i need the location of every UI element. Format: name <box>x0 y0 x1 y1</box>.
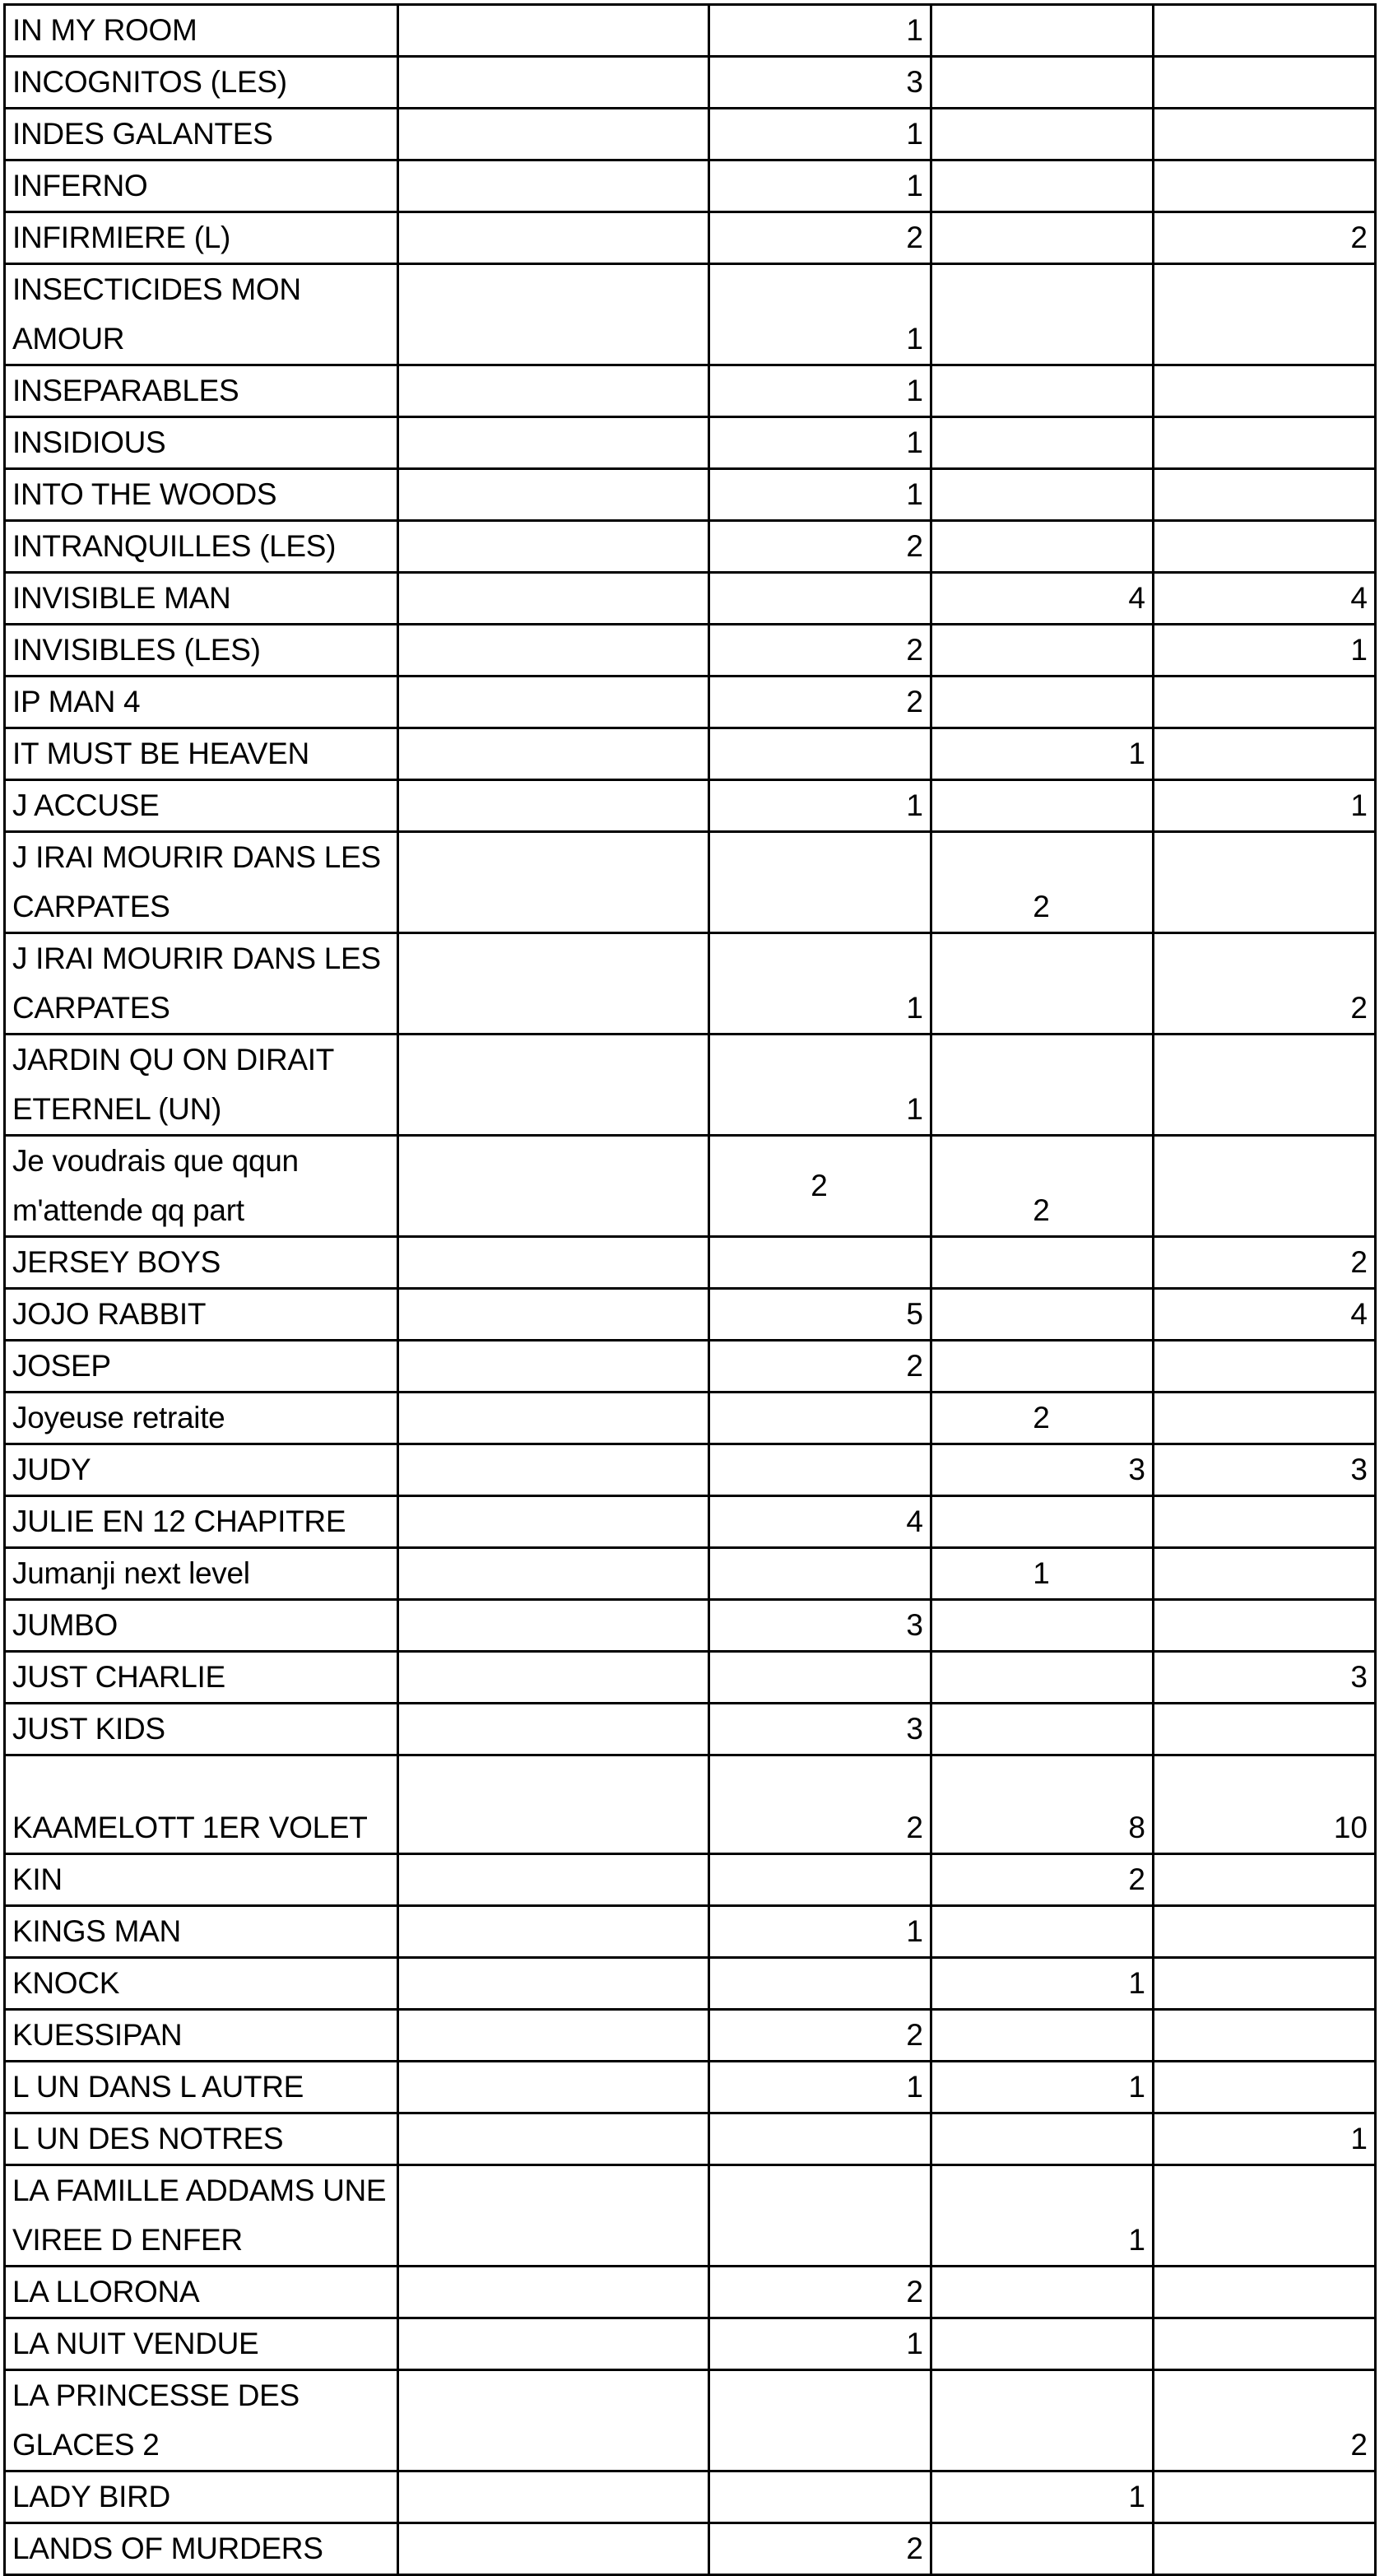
count-cell-3[interactable] <box>931 1237 1154 1289</box>
film-title-cell[interactable]: JUDY <box>5 1444 398 1496</box>
count-cell-4[interactable]: 2 <box>1154 933 1376 1035</box>
table-row <box>5 365 1376 417</box>
count-cell-4[interactable]: 4 <box>1154 1289 1376 1341</box>
count-cell-1[interactable] <box>398 1136 709 1237</box>
count-cell-1[interactable] <box>398 1341 709 1393</box>
table-row <box>5 1854 1376 1906</box>
count-cell-2[interactable] <box>709 2471 931 2523</box>
film-title-cell[interactable]: J ACCUSE <box>5 780 398 832</box>
count-cell-2[interactable]: 2 <box>709 2010 931 2062</box>
count-cell-2[interactable]: 1 <box>709 5 931 57</box>
film-title-cell[interactable]: JOSEP <box>5 1341 398 1393</box>
table-row <box>5 2523 1376 2575</box>
count-cell-3[interactable] <box>931 264 1154 365</box>
film-title-cell[interactable]: INSECTICIDES MON AMOUR <box>5 264 398 365</box>
count-cell-3[interactable] <box>931 5 1154 57</box>
count-cell-4[interactable] <box>1154 2267 1376 2318</box>
count-cell-1[interactable] <box>398 1035 709 1136</box>
count-cell-2[interactable]: 1 <box>709 160 931 212</box>
count-cell-4[interactable]: 1 <box>1154 625 1376 677</box>
count-cell-4[interactable] <box>1154 1136 1376 1237</box>
count-cell-1[interactable] <box>398 1496 709 1548</box>
count-cell-3[interactable] <box>931 625 1154 677</box>
table-row <box>5 2267 1376 2318</box>
film-title-cell[interactable]: JUMBO <box>5 1600 398 1652</box>
count-cell-4[interactable]: 2 <box>1154 212 1376 264</box>
count-cell-3[interactable]: 1 <box>931 1958 1154 2010</box>
count-cell-1[interactable] <box>398 5 709 57</box>
count-cell-3[interactable]: 3 <box>931 1444 1154 1496</box>
count-cell-3[interactable]: 2 <box>931 1136 1154 1237</box>
count-cell-4[interactable]: 3 <box>1154 1444 1376 1496</box>
count-cell-3[interactable] <box>931 1704 1154 1755</box>
table-row <box>5 264 1376 365</box>
count-cell-2[interactable]: 2 <box>709 212 931 264</box>
count-cell-2[interactable] <box>709 573 931 625</box>
count-cell-4[interactable] <box>1154 728 1376 780</box>
count-cell-3[interactable] <box>931 57 1154 109</box>
count-cell-3[interactable]: 2 <box>931 832 1154 933</box>
table-row <box>5 1289 1376 1341</box>
table-row <box>5 1704 1376 1755</box>
count-cell-1[interactable] <box>398 109 709 160</box>
count-cell-2[interactable] <box>709 2113 931 2165</box>
count-cell-3[interactable] <box>931 2370 1154 2471</box>
count-cell-3[interactable]: 1 <box>931 1548 1154 1600</box>
count-cell-2[interactable]: 1 <box>709 933 931 1035</box>
count-cell-4[interactable] <box>1154 1035 1376 1136</box>
count-cell-2[interactable]: 2 <box>709 677 931 728</box>
count-cell-2[interactable] <box>709 1444 931 1496</box>
count-cell-2[interactable] <box>709 1854 931 1906</box>
count-cell-4[interactable] <box>1154 1854 1376 1906</box>
count-cell-3[interactable] <box>931 109 1154 160</box>
count-cell-1[interactable] <box>398 2370 709 2471</box>
count-cell-3[interactable] <box>931 417 1154 469</box>
count-cell-4[interactable] <box>1154 160 1376 212</box>
table-row <box>5 1393 1376 1444</box>
count-cell-4[interactable] <box>1154 2318 1376 2370</box>
film-title-cell[interactable]: INFIRMIERE (L) <box>5 212 398 264</box>
table-row <box>5 1496 1376 1548</box>
count-cell-3[interactable] <box>931 1906 1154 1958</box>
count-cell-1[interactable] <box>398 2010 709 2062</box>
table-row <box>5 573 1376 625</box>
count-cell-2[interactable]: 2 <box>709 625 931 677</box>
film-title-cell[interactable]: KINGS MAN <box>5 1906 398 1958</box>
count-cell-2[interactable] <box>709 1652 931 1704</box>
table-row <box>5 109 1376 160</box>
table-row <box>5 160 1376 212</box>
film-title-cell[interactable]: IP MAN 4 <box>5 677 398 728</box>
count-cell-4[interactable]: 2 <box>1154 2370 1376 2471</box>
table-row <box>5 780 1376 832</box>
film-title-cell[interactable]: KAAMELOTT 1ER VOLET <box>5 1755 398 1854</box>
count-cell-3[interactable] <box>931 1289 1154 1341</box>
count-cell-4[interactable]: 1 <box>1154 780 1376 832</box>
table-row <box>5 1652 1376 1704</box>
count-cell-1[interactable] <box>398 2523 709 2575</box>
count-cell-1[interactable] <box>398 933 709 1035</box>
count-cell-4[interactable]: 2 <box>1154 1237 1376 1289</box>
count-cell-2[interactable] <box>709 1958 931 2010</box>
count-cell-2[interactable]: 1 <box>709 469 931 521</box>
count-cell-3[interactable]: 4 <box>931 573 1154 625</box>
count-cell-2[interactable]: 1 <box>709 2318 931 2370</box>
table-row <box>5 728 1376 780</box>
table-row <box>5 1444 1376 1496</box>
count-cell-1[interactable] <box>398 212 709 264</box>
count-cell-2[interactable]: 1 <box>709 417 931 469</box>
count-cell-3[interactable] <box>931 677 1154 728</box>
table-row <box>5 417 1376 469</box>
count-cell-2[interactable]: 2 <box>709 521 931 573</box>
film-title-cell[interactable]: INDES GALANTES <box>5 109 398 160</box>
count-cell-3[interactable] <box>931 469 1154 521</box>
count-cell-2[interactable] <box>709 728 931 780</box>
table-row <box>5 832 1376 933</box>
film-title-cell[interactable]: JULIE EN 12 CHAPITRE <box>5 1496 398 1548</box>
count-cell-1[interactable] <box>398 625 709 677</box>
count-cell-1[interactable] <box>398 365 709 417</box>
table-row <box>5 1906 1376 1958</box>
film-title-cell[interactable]: KNOCK <box>5 1958 398 2010</box>
film-title-cell[interactable]: INCOGNITOS (LES) <box>5 57 398 109</box>
count-cell-4[interactable] <box>1154 365 1376 417</box>
table-row <box>5 2010 1376 2062</box>
film-title-cell[interactable]: LA FAMILLE ADDAMS UNE VIREE D ENFER <box>5 2165 398 2267</box>
count-cell-2[interactable]: 5 <box>709 1289 931 1341</box>
film-title-cell[interactable]: L UN DES NOTRES <box>5 2113 398 2165</box>
count-cell-3[interactable]: 1 <box>931 2471 1154 2523</box>
count-cell-2[interactable]: 1 <box>709 2062 931 2113</box>
count-cell-1[interactable] <box>398 1289 709 1341</box>
table-row <box>5 1237 1376 1289</box>
count-cell-3[interactable]: 1 <box>931 728 1154 780</box>
count-cell-4[interactable] <box>1154 1906 1376 1958</box>
count-cell-3[interactable] <box>931 1652 1154 1704</box>
count-cell-2[interactable]: 3 <box>709 1600 931 1652</box>
count-cell-1[interactable] <box>398 1548 709 1600</box>
count-cell-2[interactable]: 1 <box>709 264 931 365</box>
count-cell-4[interactable] <box>1154 1496 1376 1548</box>
count-cell-4[interactable] <box>1154 677 1376 728</box>
table-row <box>5 521 1376 573</box>
count-cell-2[interactable]: 2 <box>709 1136 931 1237</box>
count-cell-3[interactable] <box>931 521 1154 573</box>
film-title-cell[interactable]: IT MUST BE HEAVEN <box>5 728 398 780</box>
table-row <box>5 1755 1376 1854</box>
count-cell-1[interactable] <box>398 521 709 573</box>
count-cell-1[interactable] <box>398 2113 709 2165</box>
count-cell-3[interactable] <box>931 2267 1154 2318</box>
table-row <box>5 212 1376 264</box>
film-title-cell[interactable]: Jumanji next level <box>5 1548 398 1600</box>
table-body <box>5 5 1376 2575</box>
count-cell-4[interactable] <box>1154 2062 1376 2113</box>
count-cell-3[interactable] <box>931 212 1154 264</box>
count-cell-1[interactable] <box>398 57 709 109</box>
film-title-cell[interactable]: Je voudrais que qqun m'attende qq part <box>5 1136 398 1237</box>
count-cell-2[interactable]: 3 <box>709 57 931 109</box>
film-title-cell[interactable]: INTRANQUILLES (LES) <box>5 521 398 573</box>
film-title-cell[interactable]: JOJO RABBIT <box>5 1289 398 1341</box>
count-cell-1[interactable] <box>398 2267 709 2318</box>
table-row <box>5 5 1376 57</box>
film-title-cell[interactable]: LA NUIT VENDUE <box>5 2318 398 2370</box>
film-title-cell[interactable]: KUESSIPAN <box>5 2010 398 2062</box>
count-cell-1[interactable] <box>398 2062 709 2113</box>
table-row <box>5 1035 1376 1136</box>
table-row <box>5 1341 1376 1393</box>
count-cell-4[interactable]: 3 <box>1154 1652 1376 1704</box>
count-cell-2[interactable] <box>709 1237 931 1289</box>
count-cell-1[interactable] <box>398 573 709 625</box>
count-cell-1[interactable] <box>398 1444 709 1496</box>
count-cell-4[interactable] <box>1154 2471 1376 2523</box>
count-cell-1[interactable] <box>398 728 709 780</box>
film-title-cell[interactable]: J IRAI MOURIR DANS LES CARPATES <box>5 832 398 933</box>
count-cell-1[interactable] <box>398 780 709 832</box>
count-cell-3[interactable] <box>931 365 1154 417</box>
table-row <box>5 677 1376 728</box>
film-title-cell[interactable]: KIN <box>5 1854 398 1906</box>
table-row <box>5 1958 1376 2010</box>
count-cell-4[interactable] <box>1154 521 1376 573</box>
count-cell-2[interactable]: 1 <box>709 780 931 832</box>
film-title-cell[interactable]: INVISIBLES (LES) <box>5 625 398 677</box>
film-title-cell[interactable]: LADY BIRD <box>5 2471 398 2523</box>
film-title-cell[interactable]: INTO THE WOODS <box>5 469 398 521</box>
count-cell-1[interactable] <box>398 1854 709 1906</box>
film-title-cell[interactable]: JUST KIDS <box>5 1704 398 1755</box>
count-cell-1[interactable] <box>398 1600 709 1652</box>
count-cell-1[interactable] <box>398 1755 709 1854</box>
count-cell-3[interactable] <box>931 1496 1154 1548</box>
count-cell-1[interactable] <box>398 417 709 469</box>
table-row <box>5 2113 1376 2165</box>
count-cell-3[interactable] <box>931 2113 1154 2165</box>
count-cell-3[interactable]: 2 <box>931 1854 1154 1906</box>
film-title-cell[interactable]: INFERNO <box>5 160 398 212</box>
count-cell-3[interactable] <box>931 933 1154 1035</box>
count-cell-1[interactable] <box>398 1237 709 1289</box>
count-cell-3[interactable] <box>931 2010 1154 2062</box>
film-title-cell[interactable]: JERSEY BOYS <box>5 1237 398 1289</box>
count-cell-1[interactable] <box>398 2318 709 2370</box>
count-cell-4[interactable] <box>1154 109 1376 160</box>
count-cell-4[interactable]: 1 <box>1154 2113 1376 2165</box>
count-cell-1[interactable] <box>398 160 709 212</box>
film-title-cell[interactable]: JARDIN QU ON DIRAIT ETERNEL (UN) <box>5 1035 398 1136</box>
count-cell-2[interactable]: 2 <box>709 1755 931 1854</box>
count-cell-1[interactable] <box>398 832 709 933</box>
count-cell-2[interactable]: 1 <box>709 1906 931 1958</box>
count-cell-3[interactable]: 8 <box>931 1755 1154 1854</box>
table-row <box>5 2165 1376 2267</box>
film-title-cell[interactable]: LANDS OF MURDERS <box>5 2523 398 2575</box>
count-cell-3[interactable] <box>931 1035 1154 1136</box>
table-row <box>5 1548 1376 1600</box>
table-row <box>5 933 1376 1035</box>
count-cell-4[interactable]: 4 <box>1154 573 1376 625</box>
spreadsheet-table <box>3 3 1377 2576</box>
count-cell-2[interactable]: 4 <box>709 1496 931 1548</box>
count-cell-3[interactable]: 1 <box>931 2062 1154 2113</box>
film-title-cell[interactable]: J IRAI MOURIR DANS LES CARPATES <box>5 933 398 1035</box>
count-cell-4[interactable] <box>1154 1548 1376 1600</box>
count-cell-3[interactable]: 1 <box>931 2165 1154 2267</box>
film-title-cell[interactable]: Joyeuse retraite <box>5 1393 398 1444</box>
count-cell-1[interactable] <box>398 677 709 728</box>
table-row <box>5 469 1376 521</box>
count-cell-4[interactable] <box>1154 5 1376 57</box>
count-cell-4[interactable] <box>1154 2523 1376 2575</box>
count-cell-1[interactable] <box>398 1958 709 2010</box>
table-row <box>5 2370 1376 2471</box>
count-cell-3[interactable] <box>931 1600 1154 1652</box>
count-cell-2[interactable] <box>709 2165 931 2267</box>
table-row <box>5 2318 1376 2370</box>
count-cell-4[interactable] <box>1154 1341 1376 1393</box>
count-cell-3[interactable] <box>931 780 1154 832</box>
count-cell-2[interactable] <box>709 1393 931 1444</box>
count-cell-2[interactable]: 1 <box>709 109 931 160</box>
count-cell-4[interactable] <box>1154 1393 1376 1444</box>
film-title-cell[interactable]: INVISIBLE MAN <box>5 573 398 625</box>
count-cell-2[interactable] <box>709 2370 931 2471</box>
film-title-cell[interactable]: IN MY ROOM <box>5 5 398 57</box>
count-cell-3[interactable] <box>931 2523 1154 2575</box>
table-row <box>5 1600 1376 1652</box>
count-cell-2[interactable]: 2 <box>709 1341 931 1393</box>
count-cell-4[interactable] <box>1154 264 1376 365</box>
count-cell-4[interactable] <box>1154 2010 1376 2062</box>
count-cell-1[interactable] <box>398 2165 709 2267</box>
count-cell-2[interactable]: 2 <box>709 2523 931 2575</box>
film-title-cell[interactable]: JUST CHARLIE <box>5 1652 398 1704</box>
count-cell-1[interactable] <box>398 1906 709 1958</box>
table-row <box>5 2062 1376 2113</box>
count-cell-1[interactable] <box>398 469 709 521</box>
count-cell-1[interactable] <box>398 2471 709 2523</box>
count-cell-4[interactable] <box>1154 832 1376 933</box>
count-cell-2[interactable]: 3 <box>709 1704 931 1755</box>
table-row <box>5 1136 1376 1237</box>
count-cell-1[interactable] <box>398 1652 709 1704</box>
count-cell-4[interactable] <box>1154 2165 1376 2267</box>
count-cell-3[interactable] <box>931 1341 1154 1393</box>
count-cell-2[interactable]: 2 <box>709 2267 931 2318</box>
count-cell-2[interactable] <box>709 1548 931 1600</box>
film-title-cell[interactable]: INSIDIOUS <box>5 417 398 469</box>
count-cell-3[interactable] <box>931 2318 1154 2370</box>
film-title-cell[interactable]: LA PRINCESSE DES GLACES 2 <box>5 2370 398 2471</box>
film-title-cell[interactable]: LA LLORONA <box>5 2267 398 2318</box>
table-row <box>5 2471 1376 2523</box>
count-cell-4[interactable] <box>1154 57 1376 109</box>
table-row <box>5 625 1376 677</box>
count-cell-1[interactable] <box>398 1393 709 1444</box>
film-title-cell[interactable]: INSEPARABLES <box>5 365 398 417</box>
table-row <box>5 57 1376 109</box>
count-cell-1[interactable] <box>398 264 709 365</box>
count-cell-2[interactable]: 1 <box>709 1035 931 1136</box>
count-cell-3[interactable]: 2 <box>931 1393 1154 1444</box>
count-cell-4[interactable]: 10 <box>1154 1755 1376 1854</box>
count-cell-4[interactable] <box>1154 1958 1376 2010</box>
film-title-cell[interactable]: L UN DANS L AUTRE <box>5 2062 398 2113</box>
count-cell-4[interactable] <box>1154 469 1376 521</box>
count-cell-1[interactable] <box>398 1704 709 1755</box>
count-cell-2[interactable]: 1 <box>709 365 931 417</box>
count-cell-3[interactable] <box>931 160 1154 212</box>
count-cell-2[interactable] <box>709 832 931 933</box>
count-cell-4[interactable] <box>1154 1704 1376 1755</box>
count-cell-4[interactable] <box>1154 1600 1376 1652</box>
count-cell-4[interactable] <box>1154 417 1376 469</box>
